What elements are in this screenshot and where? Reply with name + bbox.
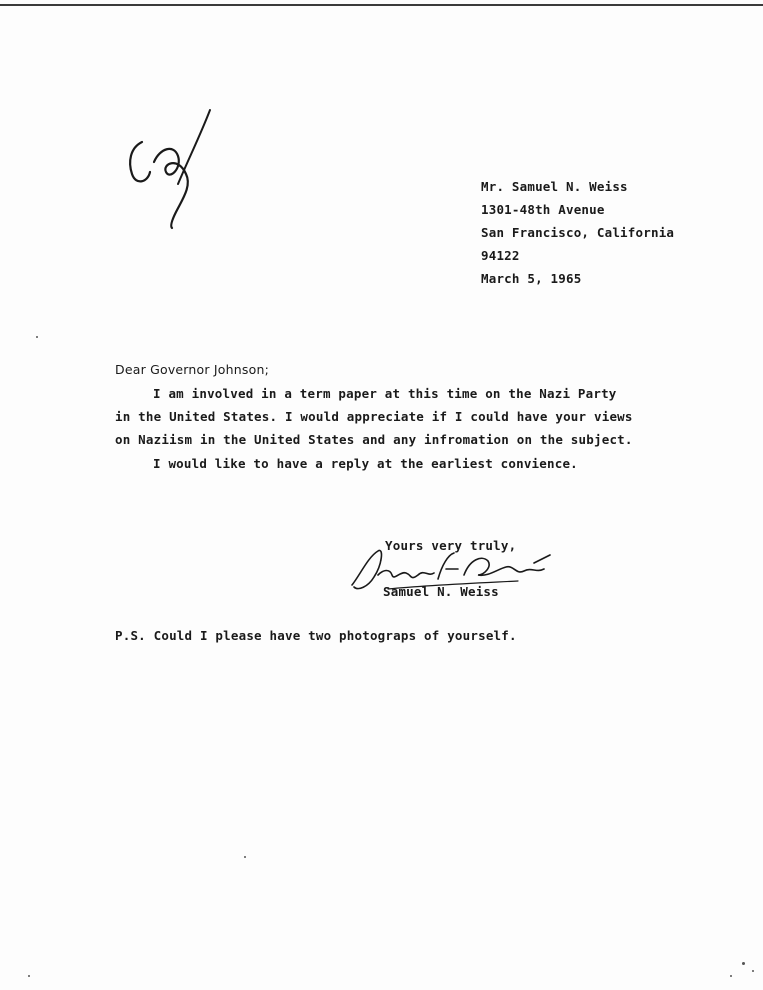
page-top-edge [0,4,763,6]
letter-date: March 5, 1965 [481,271,582,286]
sender-street: 1301-48th Avenue [481,202,605,217]
body-line-1: I am involved in a term paper at this time on the Nazi Party [153,386,617,401]
sender-name: Mr. Samuel N. Weiss [481,179,628,194]
sender-zip: 94122 [481,248,520,263]
scan-speck [244,856,246,858]
scan-speck [28,975,30,977]
handwritten-initials [120,100,220,230]
body-line-4: I would like to have a reply at the earliest convience. [153,456,578,471]
scan-speck [742,962,745,965]
body-line-3: on Naziism in the United States and any infromation on the subject. [115,432,633,447]
typed-name: Samuel N. Weiss [383,584,499,599]
scan-speck [730,975,732,977]
closing: Yours very truly, [385,538,517,553]
greeting: Dear Governor Johnson; [115,362,269,377]
scan-speck [752,970,754,972]
sender-city: San Francisco, California [481,225,675,240]
postscript: P.S. Could I please have two photograps of yourself. [115,628,517,643]
scan-speck [36,336,38,338]
body-line-2: in the United States. I would appreciate if I could have your views [115,409,633,424]
